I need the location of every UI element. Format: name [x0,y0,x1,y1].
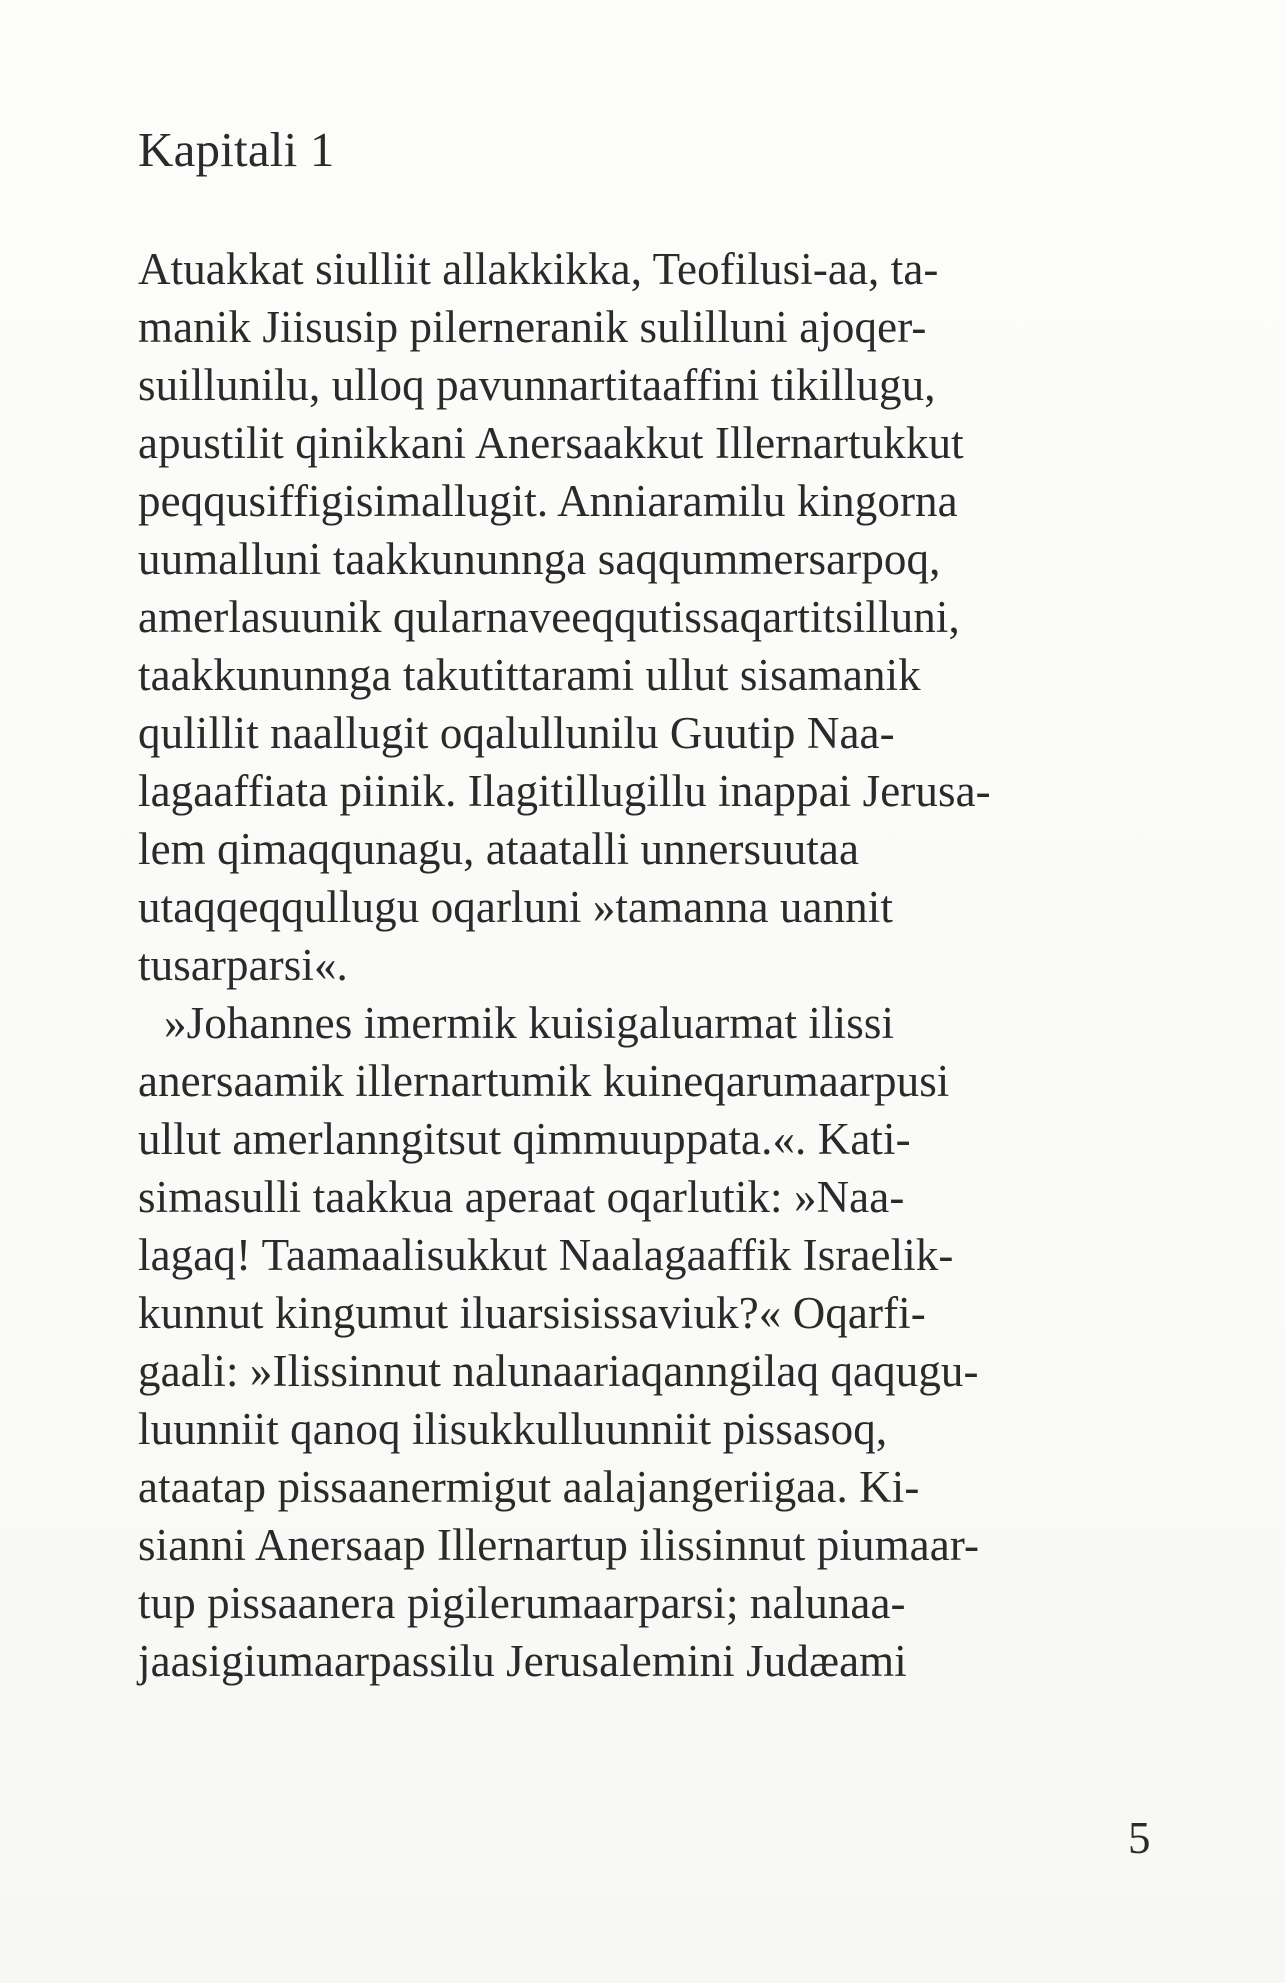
text-line: ullut amerlanngitsut qimmuuppata.«. Kati- [138,1114,911,1164]
text-line: taakkununnga takutittarami ullut sisamanik [138,650,921,700]
text-line: apustilit qinikkani Anersaakkut Illernartukkut [138,418,964,468]
text-line: ataatap pissaanermigut aalajangeriigaa. Ki- [138,1462,920,1512]
text-line: simasulli taakkua aperaat oqarlutik: »Naa- [138,1172,905,1222]
text-line: amerlasuunik qularnaveeqqutissaqartitsilluni, [138,592,960,642]
text-line: lagaq! Taamaalisukkut Naalagaaffik Israelik- [138,1230,954,1280]
text-line: peqqusiffigisimallugit. Anniaramilu kingorna [138,476,958,526]
text-line: manik Jiisusip pilerneranik sulilluni ajoqer- [138,302,927,352]
body-text [138,240,1138,1690]
text-line: uumalluni taakkununnga saqqummersarpoq, [138,534,941,584]
text-line: utaqqeqqullugu oqarluni »tamanna uannit [138,882,893,932]
text-line: kunnut kingumut iluarsisissaviuk?« Oqarfi- [138,1288,926,1338]
paragraph-start-line: »Johannes imermik kuisigaluarmat ilissi [164,998,895,1048]
text-line: gaali: »Ilissinnut nalunaariaqanngilaq qaqugu- [138,1346,979,1396]
text-line: lem qimaqqunagu, ataatalli unnersuutaa [138,824,860,874]
text-line: tup pissaanera pigilerumaarparsi; nalunaa- [138,1578,906,1628]
text-line: anersaamik illernartumik kuineqarumaarpusi [138,1056,950,1106]
text-line: jaasigiumaarpassilu Jerusalemini Judæami [138,1636,907,1686]
chapter-title: Kapitali 1 [138,122,335,177]
text-line: luunniit qanoq ilisukkulluunniit pissasoq, [138,1404,888,1454]
page-number: 5 [1128,1813,1151,1863]
text-line: suillunilu, ulloq pavunnartitaaffini tikillugu, [138,360,936,410]
text-line: sianni Anersaap Illernartup ilissinnut piumaar- [138,1520,980,1570]
text-line: tusarparsi«. [138,940,348,990]
text-line: Atuakkat siulliit allakkikka, Teofilusi-aa, ta- [138,244,939,294]
text-line: lagaaffiata piinik. Ilagitillugillu inappai Jerusa- [138,766,991,816]
text-line: qulillit naallugit oqalullunilu Guutip Naa- [138,708,895,758]
